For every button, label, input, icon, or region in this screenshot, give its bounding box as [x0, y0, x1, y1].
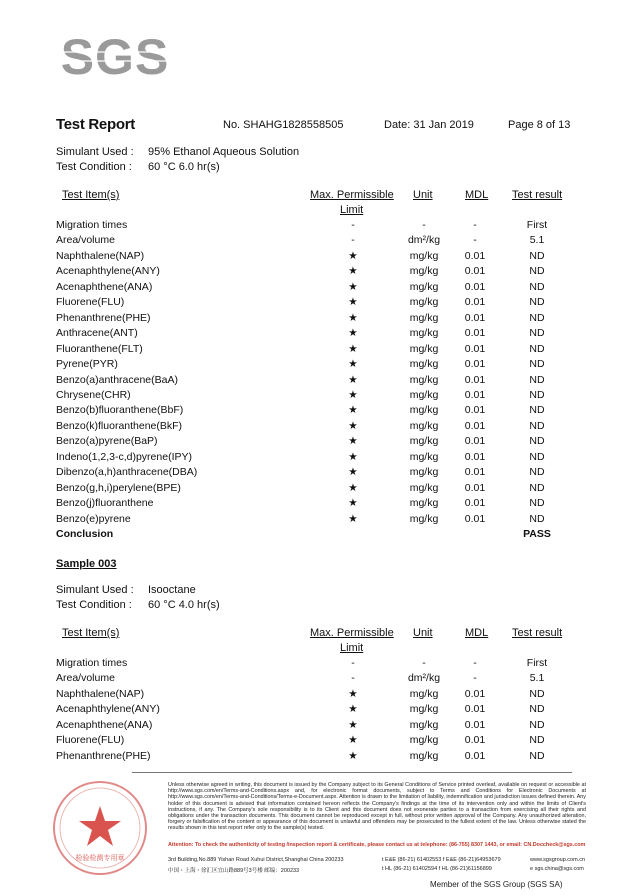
item-result: 5.1: [529, 234, 545, 247]
item-limit: ★: [348, 342, 358, 355]
item-mdl: -: [473, 219, 477, 231]
item-name: Naphthalene(NAP): [56, 249, 145, 262]
item-limit: ★: [348, 718, 358, 731]
header-result-2: Test result: [512, 627, 563, 639]
table-row: [0, 265, 632, 280]
item-name: Fluoranthene(FLT): [56, 342, 143, 355]
item-limit: ★: [348, 327, 358, 340]
item-limit: ★: [348, 497, 358, 510]
item-result: ND: [529, 265, 545, 278]
item-mdl: 0.01: [464, 481, 486, 494]
item-unit: mg/kg: [409, 718, 439, 731]
item-unit: mg/kg: [409, 481, 439, 494]
table-row: [0, 250, 632, 265]
conclusion-result: PASS: [523, 528, 551, 540]
item-name: Pyrene(PYR): [56, 358, 118, 371]
condition-value: 60 °C 6.0 hr(s): [148, 161, 220, 173]
item-name: Benzo(a)pyrene(BaP): [56, 435, 158, 448]
item-limit: ★: [348, 435, 358, 448]
item-limit: ★: [348, 296, 358, 309]
item-unit: mg/kg: [409, 497, 439, 510]
item-name: Fluorene(FLU): [56, 296, 125, 309]
phone-en: t E&E (86-21) 61402553 f E&E (86-21)64953679: [382, 857, 501, 863]
table-row: [0, 281, 632, 296]
item-name: Area/volume: [56, 234, 115, 247]
sample-title: Sample 003: [56, 558, 117, 570]
item-name: Acenaphthylene(ANY): [56, 265, 160, 278]
item-result: ND: [529, 327, 545, 340]
item-unit: mg/kg: [409, 749, 439, 762]
table-row: [0, 513, 632, 528]
item-result: ND: [529, 703, 545, 716]
item-name: Migration times: [56, 657, 128, 669]
item-mdl: 0.01: [464, 249, 486, 262]
item-unit: mg/kg: [409, 265, 439, 278]
item-mdl: 0.01: [464, 419, 486, 432]
item-limit: ★: [348, 280, 358, 293]
conclusion-label: Conclusion: [56, 528, 114, 540]
item-name: Dibenzo(a,h)anthracene(DBA): [56, 466, 198, 479]
table-row: [0, 719, 632, 734]
page-number: Page 8 of 13: [508, 119, 571, 131]
item-result: ND: [529, 404, 545, 417]
item-mdl: 0.01: [464, 388, 486, 401]
item-limit: -: [351, 657, 355, 669]
header-test-items-2: Test Item(s): [62, 627, 120, 639]
header-mdl: MDL: [465, 189, 489, 201]
item-unit: mg/kg: [409, 734, 439, 747]
table-row: [0, 482, 632, 497]
item-limit: ★: [348, 703, 358, 716]
item-unit: mg/kg: [409, 512, 439, 525]
item-mdl: 0.01: [464, 373, 486, 386]
item-unit: dm²/kg: [407, 672, 441, 685]
item-result: ND: [529, 734, 545, 747]
table-row: [0, 497, 632, 512]
address-cn: 中国・上海・徐汇区宜山路889号3号楼 邮编：200233: [168, 868, 300, 874]
table-row: [0, 219, 632, 234]
item-limit: ★: [348, 249, 358, 262]
item-unit: mg/kg: [409, 280, 439, 293]
item-limit: -: [351, 234, 355, 247]
table-row: [0, 296, 632, 311]
item-mdl: 0.01: [464, 703, 486, 716]
item-result: ND: [529, 497, 545, 510]
item-mdl: 0.01: [464, 749, 486, 762]
item-limit: ★: [348, 512, 358, 525]
item-result: ND: [529, 749, 545, 762]
item-result: 5.1: [529, 672, 545, 685]
header-result: Test result: [512, 189, 563, 201]
header-mdl-2: MDL: [465, 627, 489, 639]
simulant-label: Simulant Used :: [56, 146, 134, 158]
item-result: ND: [529, 450, 545, 463]
item-result: First: [526, 219, 548, 231]
item-result: First: [526, 657, 548, 669]
table-row: [0, 703, 632, 718]
member-text: Member of the SGS Group (SGS SA): [430, 880, 563, 889]
item-result: ND: [529, 718, 545, 731]
item-limit: ★: [348, 265, 358, 278]
item-mdl: 0.01: [464, 280, 486, 293]
item-result: ND: [529, 419, 545, 432]
item-limit: ★: [348, 388, 358, 401]
item-limit: ★: [348, 450, 358, 463]
item-unit: dm²/kg: [407, 234, 441, 247]
item-name: Acenaphthene(ANA): [56, 280, 153, 293]
seal-text: 检验检测专用章: [75, 854, 125, 862]
item-mdl: 0.01: [464, 497, 486, 510]
item-result: ND: [529, 512, 545, 525]
item-limit: ★: [348, 466, 358, 479]
website: www.sgsgroup.com.cn: [530, 857, 586, 863]
item-name: Benzo(g,h,i)perylene(BPE): [56, 481, 181, 494]
footer-divider: [132, 772, 572, 773]
footer-attention: Attention: To check the authenticity of testing /inspection report & certificate, please contact us at telephone: (86-755) 8307 1443, or email: CN.Doccheck@sgs.com: [168, 842, 586, 848]
header-unit: Unit: [413, 189, 433, 201]
item-result: ND: [529, 373, 545, 386]
item-name: Benzo(j)fluoranthene: [56, 497, 154, 510]
item-name: Indeno(1,2,3-c,d)pyrene(IPY): [56, 450, 192, 463]
item-name: Benzo(b)fluoranthene(BbF): [56, 404, 184, 417]
header-test-items: Test Item(s): [62, 189, 120, 201]
header-unit-2: Unit: [413, 627, 433, 639]
conclusion-row: [0, 528, 632, 543]
item-limit: ★: [348, 734, 358, 747]
item-mdl: 0.01: [464, 734, 486, 747]
item-unit: mg/kg: [409, 404, 439, 417]
item-mdl: 0.01: [464, 450, 486, 463]
company-seal: [48, 776, 152, 880]
footer-disclaimer: Unless otherwise agreed in writing, this document is issued by the Company subject to its General Conditions of Service printed overleaf, available on request or accessible at http://www.sgs.com/en/Terms-and-Conditions.aspx and, for electronic format documents, subject to Terms and Conditions for Electronic Documents at http://www.sgs.com/en/Terms-and-Conditions/Terms-e-Document.aspx. Attention is drawn to the limitation of liability, indemnification and jurisdiction issues defined therein. Any holder of this document is advised that information contained hereon reflects the Company's findings at the time of its intervention only and within the limits of Client's instructions, if any. The Company's sole responsibility is to its Client and this document does not exonerate parties to a transaction from exercising all their rights and obligations under the transaction documents. This document cannot be reproduced except in full, without prior written approval of the Company. Any unauthorized alteration, forgery or falsification of the content or appearance of this document is unlawful and offenders may be prosecuted to the fullest extent of the law. Unless otherwise stated the results shown in this test report refer only to the sample(s) tested.: [168, 782, 586, 832]
item-mdl: -: [473, 657, 477, 669]
item-result: ND: [529, 435, 545, 448]
item-limit: -: [351, 672, 355, 685]
item-result: ND: [529, 481, 545, 494]
table-row: [0, 420, 632, 435]
condition-label-2: Test Condition :: [56, 599, 132, 611]
item-limit: ★: [348, 373, 358, 386]
item-unit: mg/kg: [409, 466, 439, 479]
simulant-value: 95% Ethanol Aqueous Solution: [148, 146, 300, 158]
item-mdl: 0.01: [464, 404, 486, 417]
table-row: [0, 312, 632, 327]
item-name: Anthracene(ANT): [56, 327, 138, 340]
item-unit: mg/kg: [409, 342, 439, 355]
item-mdl: 0.01: [464, 342, 486, 355]
report-date: Date: 31 Jan 2019: [384, 119, 474, 131]
item-limit: ★: [348, 311, 358, 324]
item-limit: ★: [348, 481, 358, 494]
table-row: [0, 451, 632, 466]
item-limit: ★: [348, 358, 358, 371]
table-row: [0, 234, 632, 249]
item-mdl: 0.01: [464, 358, 486, 371]
item-limit: ★: [348, 687, 358, 700]
address-en: 3rd Building,No.889 Yishan Road Xuhui District,Shanghai China 200233: [168, 857, 344, 863]
item-unit: mg/kg: [409, 388, 439, 401]
item-unit: mg/kg: [409, 450, 439, 463]
sgs-logo: [56, 30, 174, 84]
item-limit: ★: [348, 749, 358, 762]
item-name: Benzo(a)anthracene(BaA): [56, 373, 178, 386]
item-mdl: -: [473, 672, 477, 685]
item-result: ND: [529, 687, 545, 700]
item-name: Benzo(e)pyrene: [56, 512, 131, 525]
item-name: Phenanthrene(PHE): [56, 311, 151, 324]
item-result: ND: [529, 342, 545, 355]
item-unit: -: [422, 657, 426, 669]
simulant-value-2: Isooctane: [148, 584, 196, 596]
item-unit: mg/kg: [409, 435, 439, 448]
item-result: ND: [529, 466, 545, 479]
item-result: ND: [529, 358, 545, 371]
table-row: [0, 404, 632, 419]
item-result: ND: [529, 296, 545, 309]
item-result: ND: [529, 249, 545, 262]
condition-value-2: 60 °C 4.0 hr(s): [148, 599, 220, 611]
item-unit: mg/kg: [409, 703, 439, 716]
item-name: Acenaphthylene(ANY): [56, 703, 160, 716]
item-limit: ★: [348, 419, 358, 432]
table-row: [0, 358, 632, 373]
simulant-label-2: Simulant Used :: [56, 584, 134, 596]
item-mdl: 0.01: [464, 466, 486, 479]
item-mdl: 0.01: [464, 296, 486, 309]
table-row: [0, 327, 632, 342]
table-row: [0, 657, 632, 672]
item-mdl: 0.01: [464, 435, 486, 448]
item-name: Area/volume: [56, 672, 115, 685]
table-row: [0, 466, 632, 481]
item-unit: mg/kg: [409, 687, 439, 700]
table-row: [0, 688, 632, 703]
report-title: Test Report: [56, 116, 135, 133]
item-mdl: 0.01: [464, 512, 486, 525]
item-name: Fluorene(FLU): [56, 734, 125, 747]
item-limit: ★: [348, 404, 358, 417]
condition-label: Test Condition :: [56, 161, 132, 173]
item-mdl: 0.01: [464, 327, 486, 340]
item-mdl: 0.01: [464, 718, 486, 731]
item-result: ND: [529, 280, 545, 293]
item-name: Phenanthrene(PHE): [56, 749, 151, 762]
item-unit: mg/kg: [409, 296, 439, 309]
item-name: Benzo(k)fluoranthene(BkF): [56, 419, 183, 432]
report-number: No. SHAHG1828558505: [223, 119, 344, 131]
header-limit-line2-2: Limit: [340, 642, 364, 654]
item-unit: mg/kg: [409, 327, 439, 340]
item-name: Chrysene(CHR): [56, 388, 131, 401]
phone-cn: t HL (86-21) 61402594 f HL (86-21)61156899: [382, 866, 492, 872]
table-row: [0, 389, 632, 404]
item-name: Naphthalene(NAP): [56, 687, 145, 700]
header-limit-2: Max. Permissible: [310, 627, 394, 639]
header-limit: Max. Permissible: [310, 189, 394, 201]
header-limit-line2: Limit: [340, 204, 364, 216]
item-result: ND: [529, 311, 545, 324]
item-unit: mg/kg: [409, 358, 439, 371]
item-unit: mg/kg: [409, 373, 439, 386]
table-row: [0, 672, 632, 687]
item-result: ND: [529, 388, 545, 401]
item-unit: -: [422, 219, 426, 231]
table-row: [0, 343, 632, 358]
sgs-logo-text: SGS: [60, 30, 170, 84]
item-mdl: 0.01: [464, 687, 486, 700]
table-row: [0, 750, 632, 765]
item-limit: -: [351, 219, 355, 231]
item-mdl: 0.01: [464, 311, 486, 324]
item-unit: mg/kg: [409, 419, 439, 432]
item-name: Acenaphthene(ANA): [56, 718, 153, 731]
item-name: Migration times: [56, 219, 128, 231]
email: e sgs.china@sgs.com: [530, 866, 584, 872]
table-row: [0, 435, 632, 450]
item-mdl: 0.01: [464, 265, 486, 278]
item-unit: mg/kg: [409, 249, 439, 262]
item-mdl: -: [473, 234, 477, 247]
table-row: [0, 734, 632, 749]
item-unit: mg/kg: [409, 311, 439, 324]
table-row: [0, 374, 632, 389]
